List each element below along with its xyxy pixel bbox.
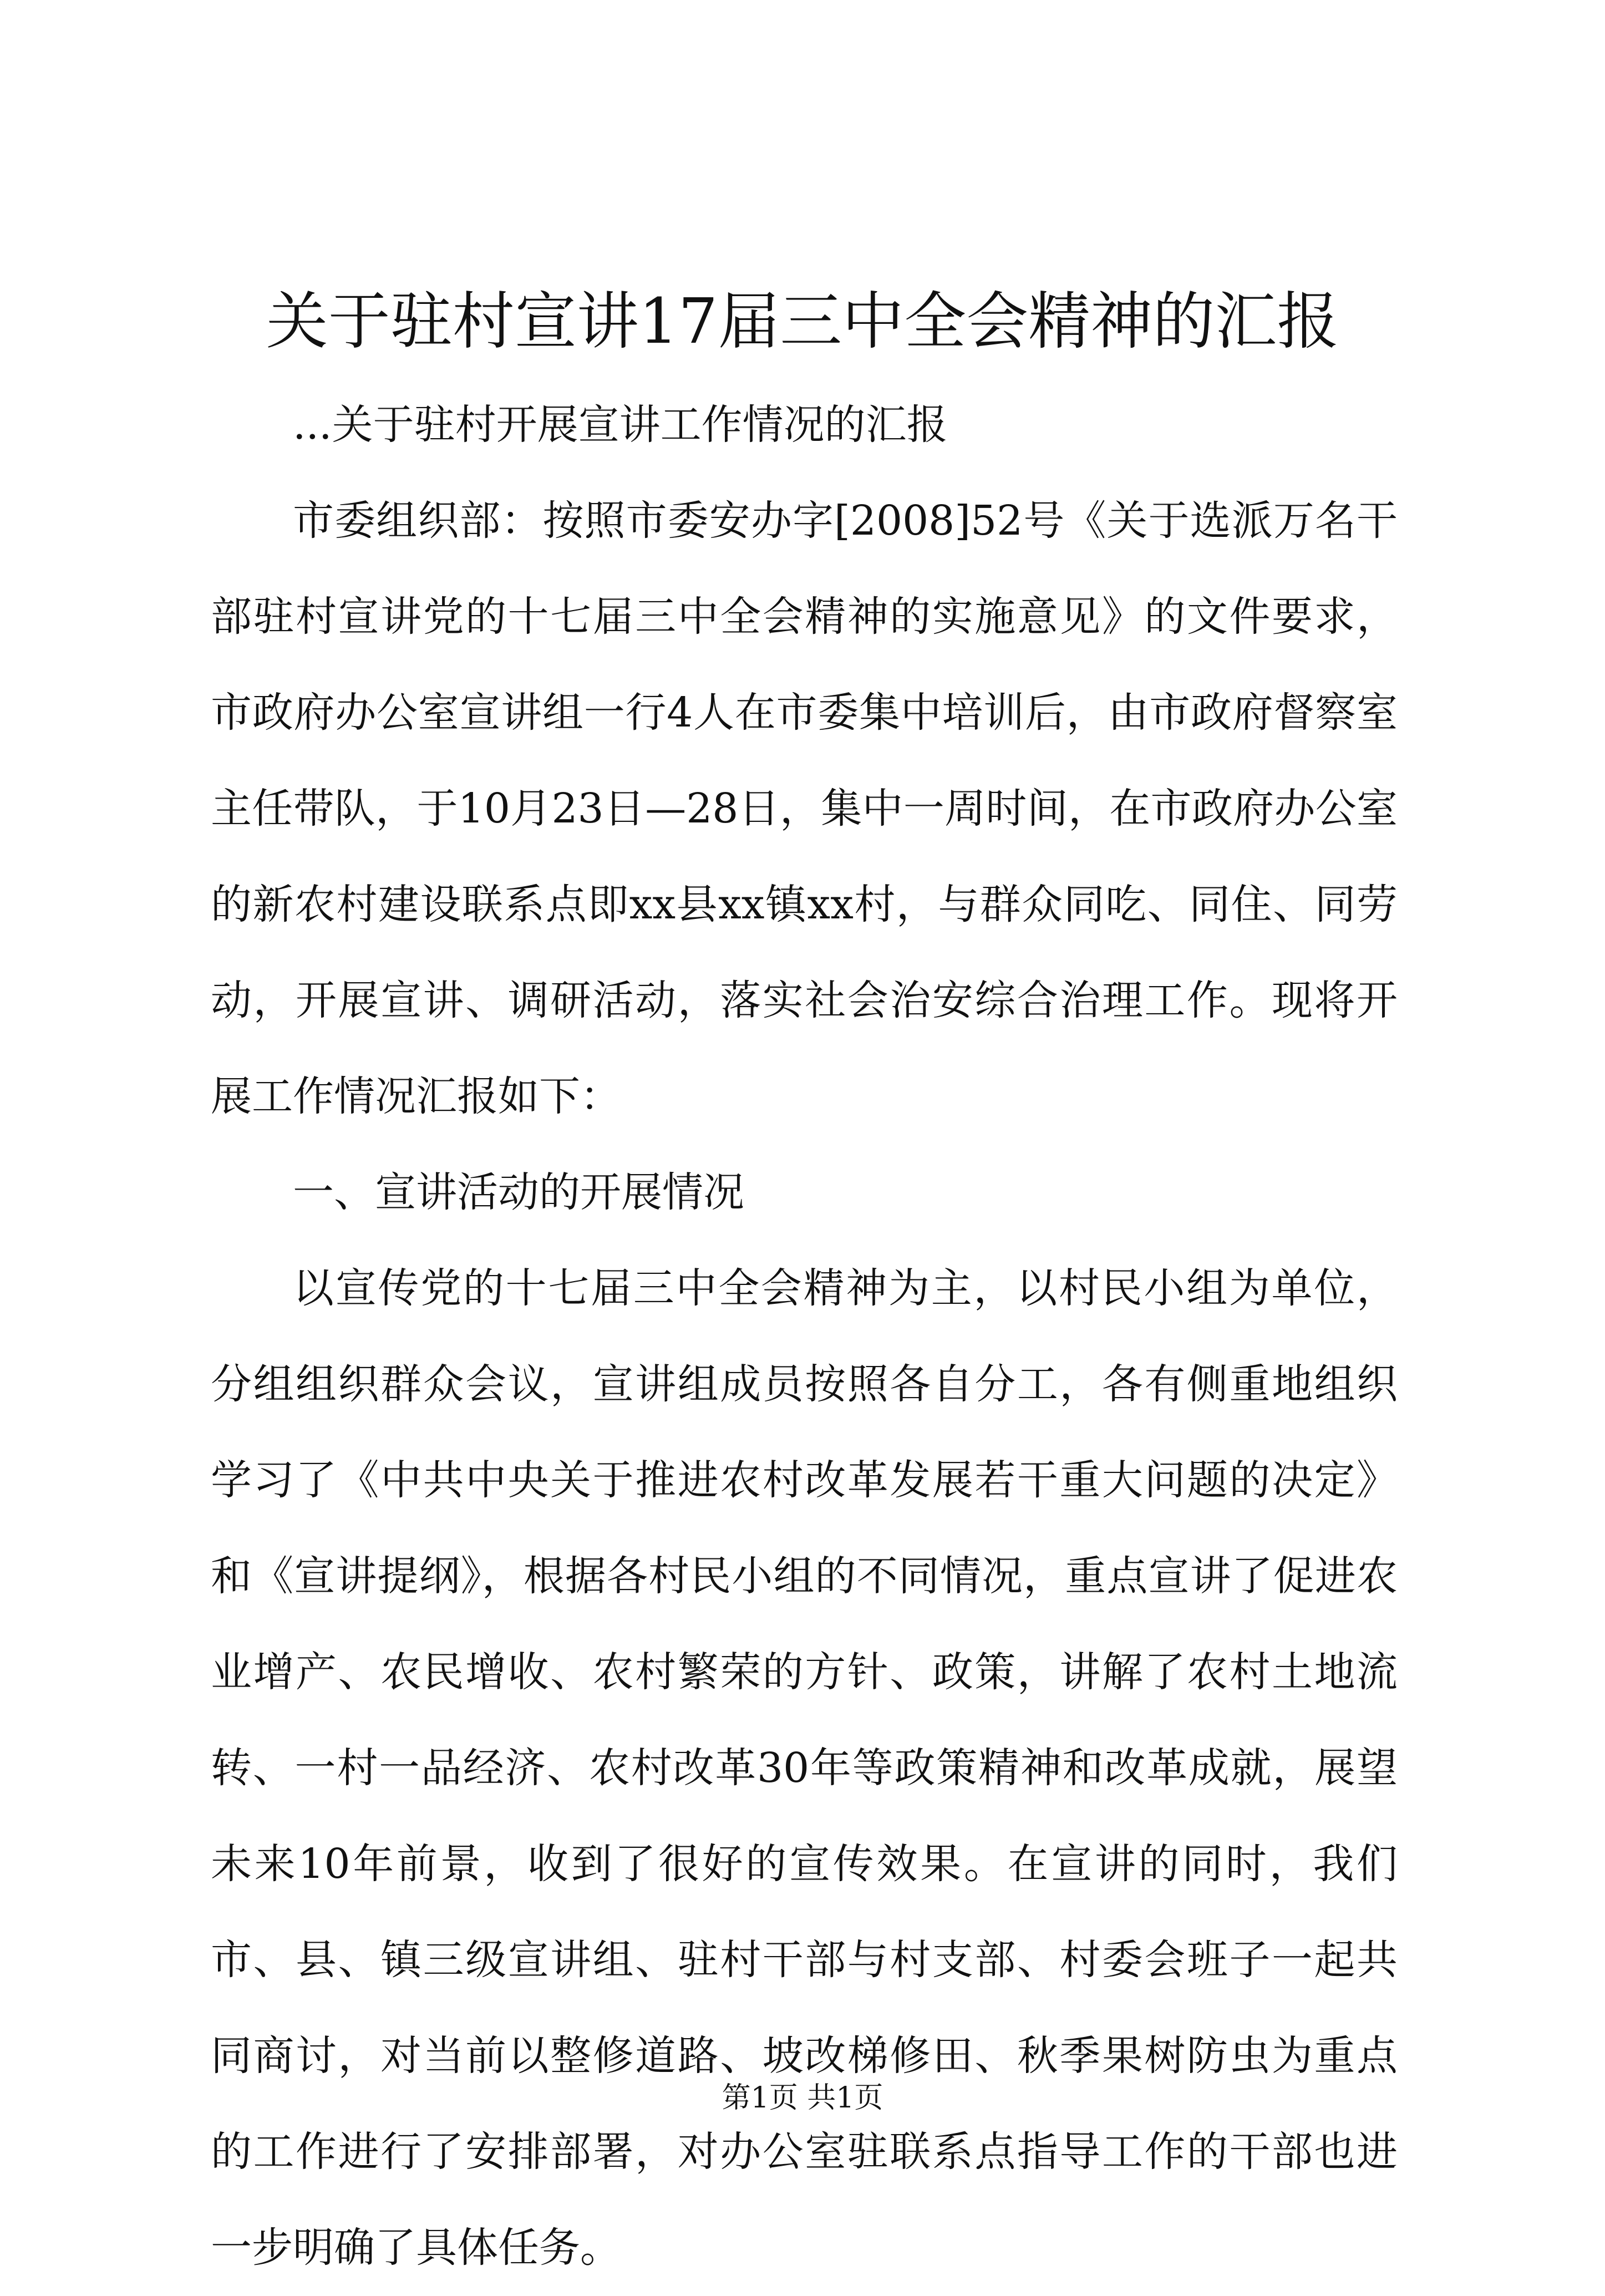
body-paragraph: 以宣传党的十七届三中全会精神为主，以村民小组为单位，分组组织群众会议，宣讲组成员按照各自分工，各有侧重地组织学习了《中共中央关于推进农村改革发展若干重大问题的决定》和《宣讲提纲》，根据各村民小组的不同情况，重点宣讲了促进农业增产、农民增收、农村繁荣的方针、政策，讲解了农村土地流转、一村一品经济、农村改革30年等政策精神和改革成就，展望未来10年前景，收到了很好的宣传效果。在宣讲的同时，我们市、县、镇三级宣讲组、驻村干部与村支部、村委会班子一起共同商讨，对当前以整修道路、坡改梯修田、秋季果树防虫为重点的工作进行了安排部署，对办公室驻联系点指导工作的干部也进一步明确了具体任务。 (211, 1264, 1398, 2272)
subtitle-paragraph: ...关于驻村开展宣讲工作情况的汇报 (293, 401, 948, 449)
document-title: 关于驻村宣讲17届三中全会精神的汇报 (266, 286, 1339, 358)
document-body (211, 377, 1398, 2296)
body-paragraph: 市委组织部：按照市委安办字[2008]52号《关于选派万名干部驻村宣讲党的十七届三中全会精神的实施意见》的文件要求，市政府办公室宣讲组一行4人在市委集中培训后，由市政府督察室主任带队，于10月23日—28日，集中一周时间，在市政府办公室的新农村建设联系点即xx县xx镇xx村，与群众同吃、同住、同劳动，开展宣讲、调研活动，落实社会治安综合治理工作。现将开展工作情况汇报如下： (211, 497, 1398, 1120)
page-footer: 第1页 共1页 (722, 2081, 883, 2115)
section-heading: 一、宣讲活动的开展情况 (293, 1169, 744, 1216)
